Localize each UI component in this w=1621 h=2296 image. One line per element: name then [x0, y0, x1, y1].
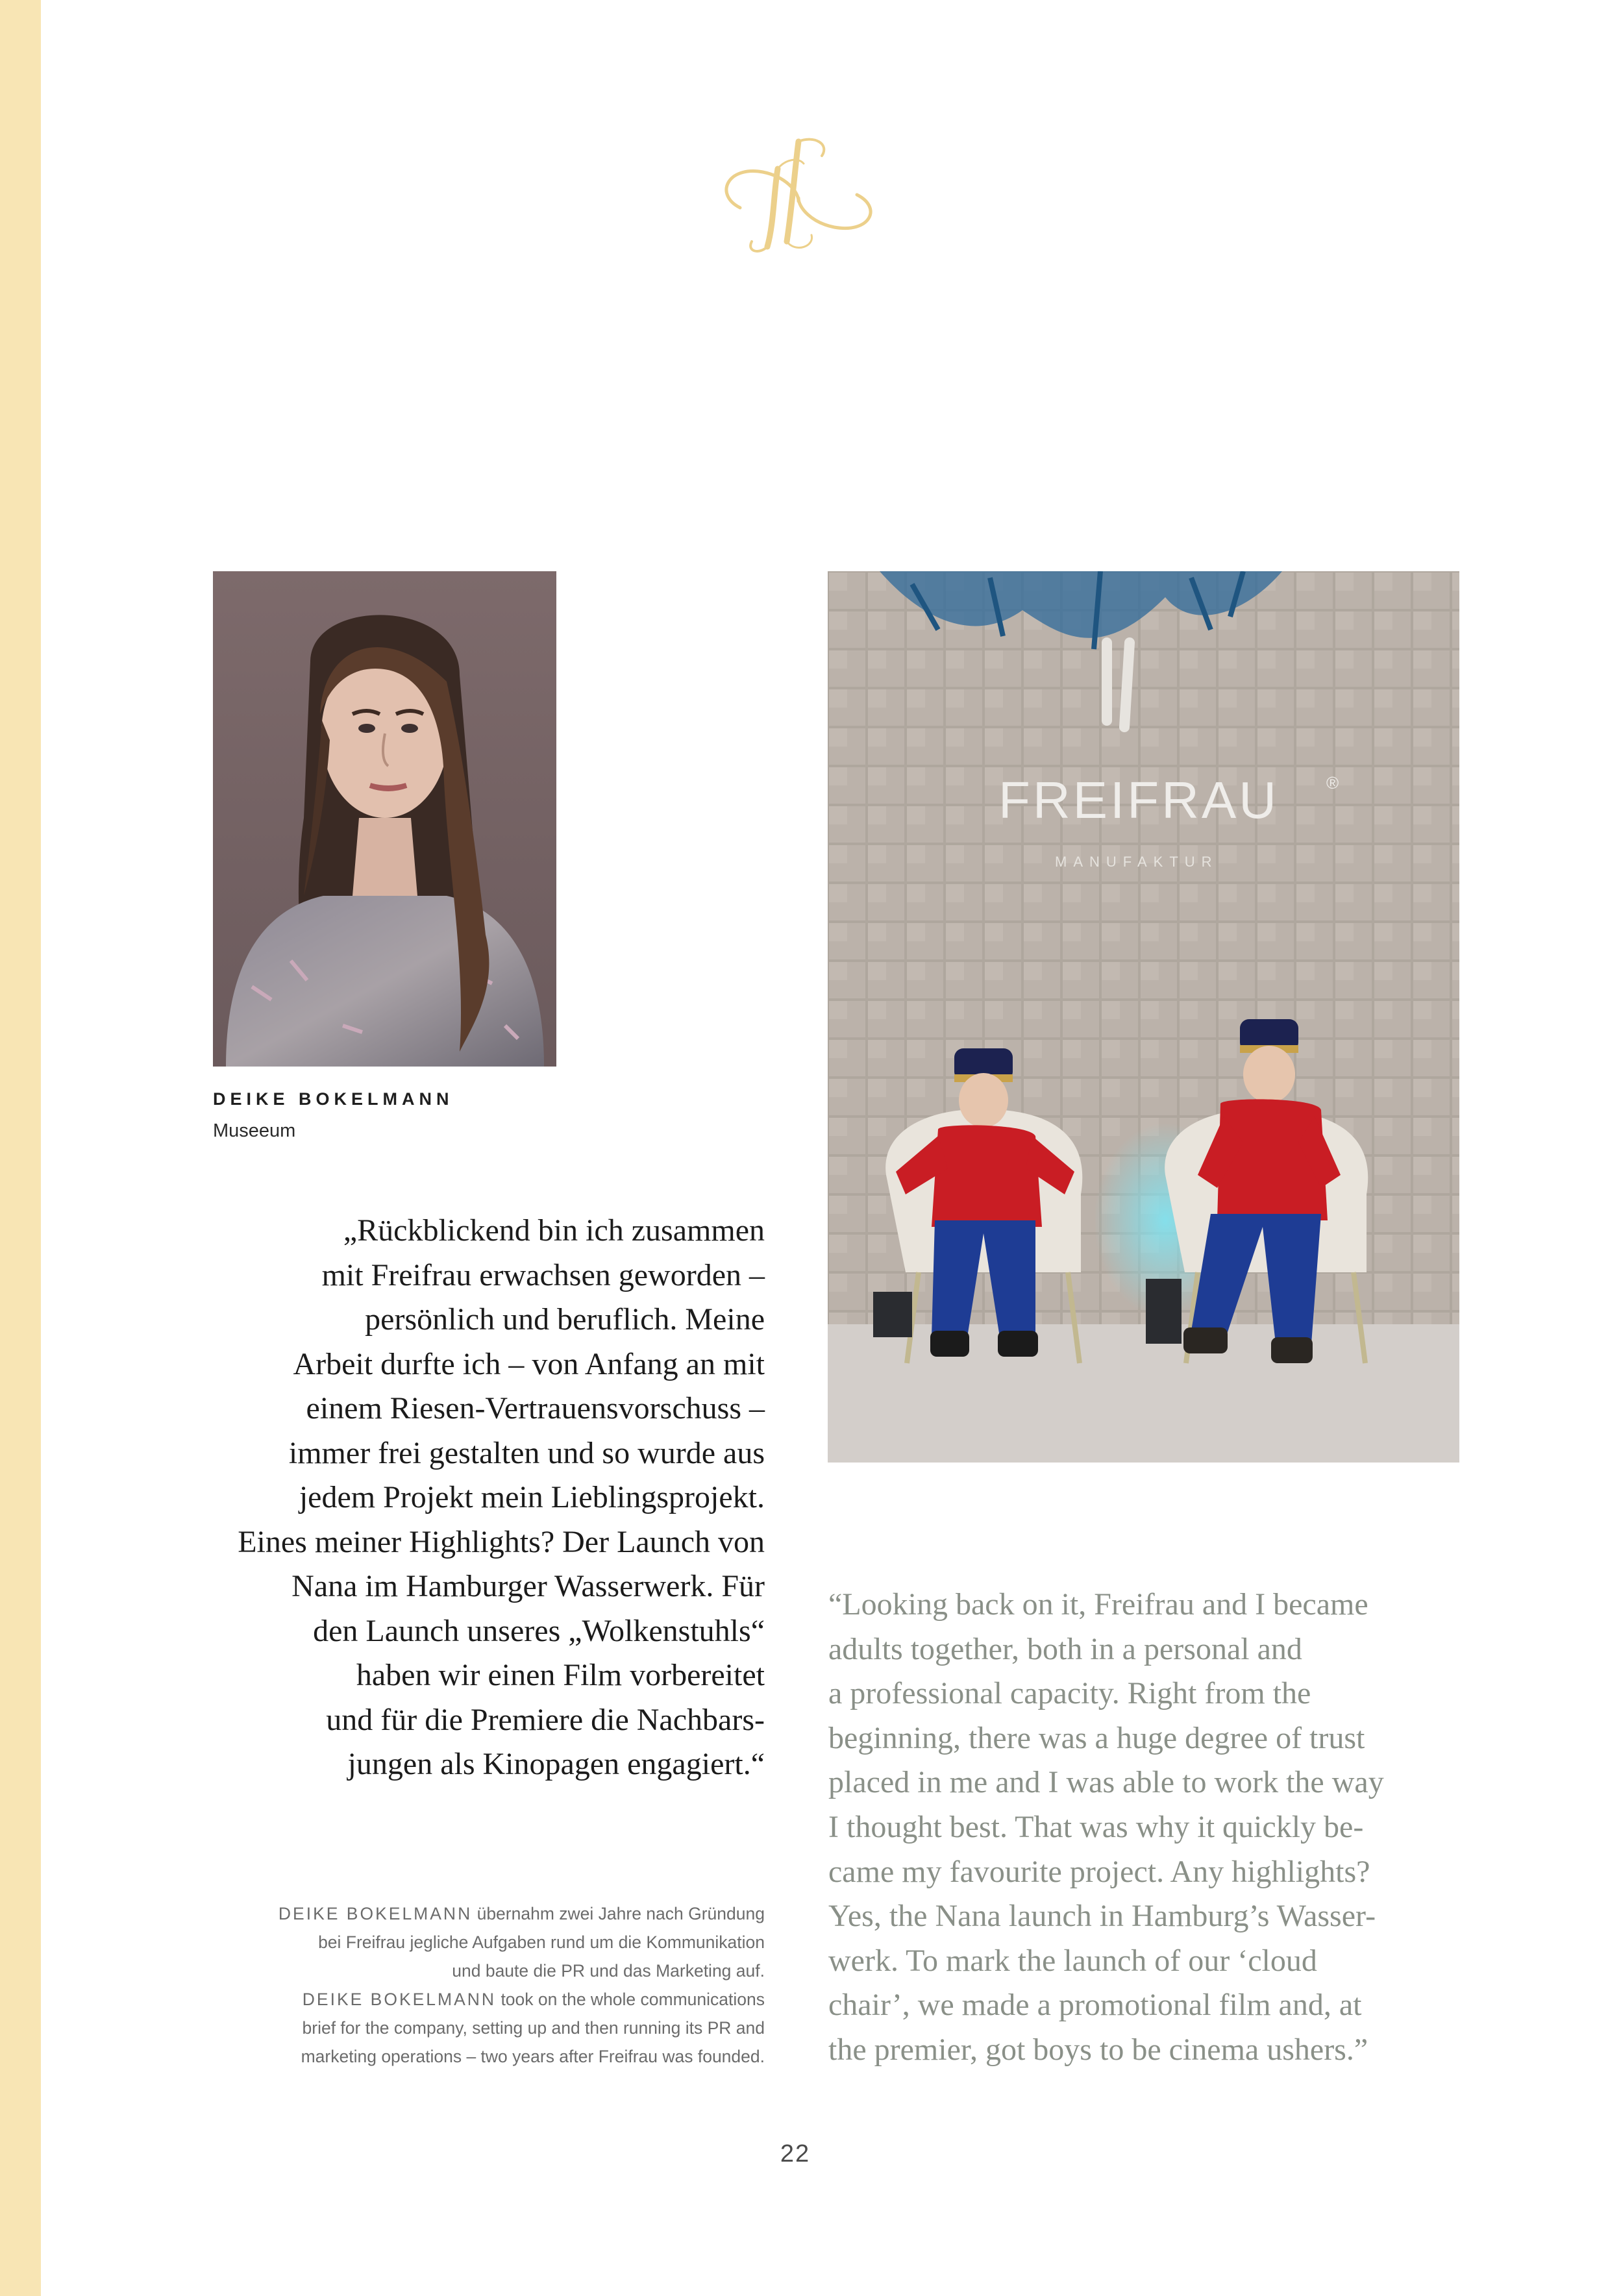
german-quote	[156, 1209, 765, 1787]
quote-line: jungen als Kinopagen engagiert.“	[347, 1747, 765, 1781]
bio-name: DEIKE BOKELMANN	[302, 1990, 497, 2009]
quote-line: jedem Projekt mein Lieblingsprojekt.	[299, 1480, 765, 1514]
quote-line: Arbeit durfte ich – von Anfang an mit	[293, 1346, 765, 1381]
quote-line: persönlich und beruflich. Meine	[365, 1302, 765, 1337]
quote-line: chair’, we made a promotional film and, at	[828, 1988, 1362, 2023]
quote-line: einem Riesen-Vertrauensvorschuss –	[306, 1391, 765, 1426]
quote-line: haben wir einen Film vorbereitet	[356, 1658, 765, 1692]
quote-line: und für die Premiere die Nachbars-	[326, 1702, 765, 1737]
person-role: Museeum	[213, 1120, 296, 1141]
quote-line: „Rückblickend bin ich zusammen	[343, 1213, 765, 1248]
bio-name: DEIKE BOKELMANN	[278, 1904, 473, 1923]
bio-line: DEIKE BOKELMANN übernahm zwei Jahre nach Gründung	[278, 1904, 765, 1923]
quote-line: mit Freifrau erwachsen geworden –	[321, 1257, 765, 1292]
bio-line: DEIKE BOKELMANN took on the whole communications	[302, 1990, 765, 2009]
quote-line: placed in me and I was able to work the way	[828, 1765, 1384, 1800]
sign-subline: MANUFAKTUR	[1055, 854, 1219, 870]
quote-line: den Launch unseres „Wolkenstuhls“	[313, 1613, 765, 1648]
quote-line: I thought best. That was why it quickly be-	[828, 1809, 1364, 1844]
bio-note	[156, 1899, 765, 2071]
quote-line: beginning, there was a huge degree of trust	[828, 1720, 1365, 1755]
bio-line: bei Freifrau jegliche Aufgaben rund um die Kommunikation	[318, 1932, 765, 1952]
quote-line: a professional capacity. Right from the	[828, 1676, 1311, 1711]
page-number: 22	[780, 2140, 811, 2167]
quote-line: immer frei gestalten und so wurde aus	[288, 1435, 765, 1470]
quote-line: came my favourite project. Any highlights?	[828, 1854, 1370, 1889]
quote-line: Eines meiner Highlights? Der Launch von	[238, 1524, 765, 1559]
quote-line: werk. To mark the launch of our ‘cloud	[828, 1943, 1317, 1978]
person-name: DEIKE BOKELMANN	[213, 1089, 454, 1109]
quote-line: adults together, both in a personal and	[828, 1631, 1302, 1666]
bio-line: brief for the company, setting up and then running its PR and	[302, 2018, 765, 2038]
bio-line: marketing operations – two years after Freifrau was founded.	[301, 2047, 765, 2066]
sign-registered: ®	[1326, 773, 1339, 793]
side-color-band	[0, 0, 41, 2296]
quote-line: “Looking back on it, Freifrau and I became	[828, 1587, 1368, 1622]
quote-line: Nana im Hamburger Wasserwerk. Für	[291, 1569, 765, 1603]
bio-line: und baute die PR und das Marketing auf.	[452, 1961, 765, 1981]
ff-monogram-icon	[701, 130, 896, 260]
quote-line: Yes, the Nana launch in Hamburg’s Wasser-	[828, 1899, 1376, 1934]
sign-brand: FREIFRAU	[998, 771, 1279, 829]
quote-line: the premier, got boys to be cinema ushers.”	[828, 2032, 1368, 2067]
portrait-photo	[213, 571, 556, 1067]
english-quote	[828, 1583, 1478, 2073]
event-photo	[828, 571, 1459, 1463]
